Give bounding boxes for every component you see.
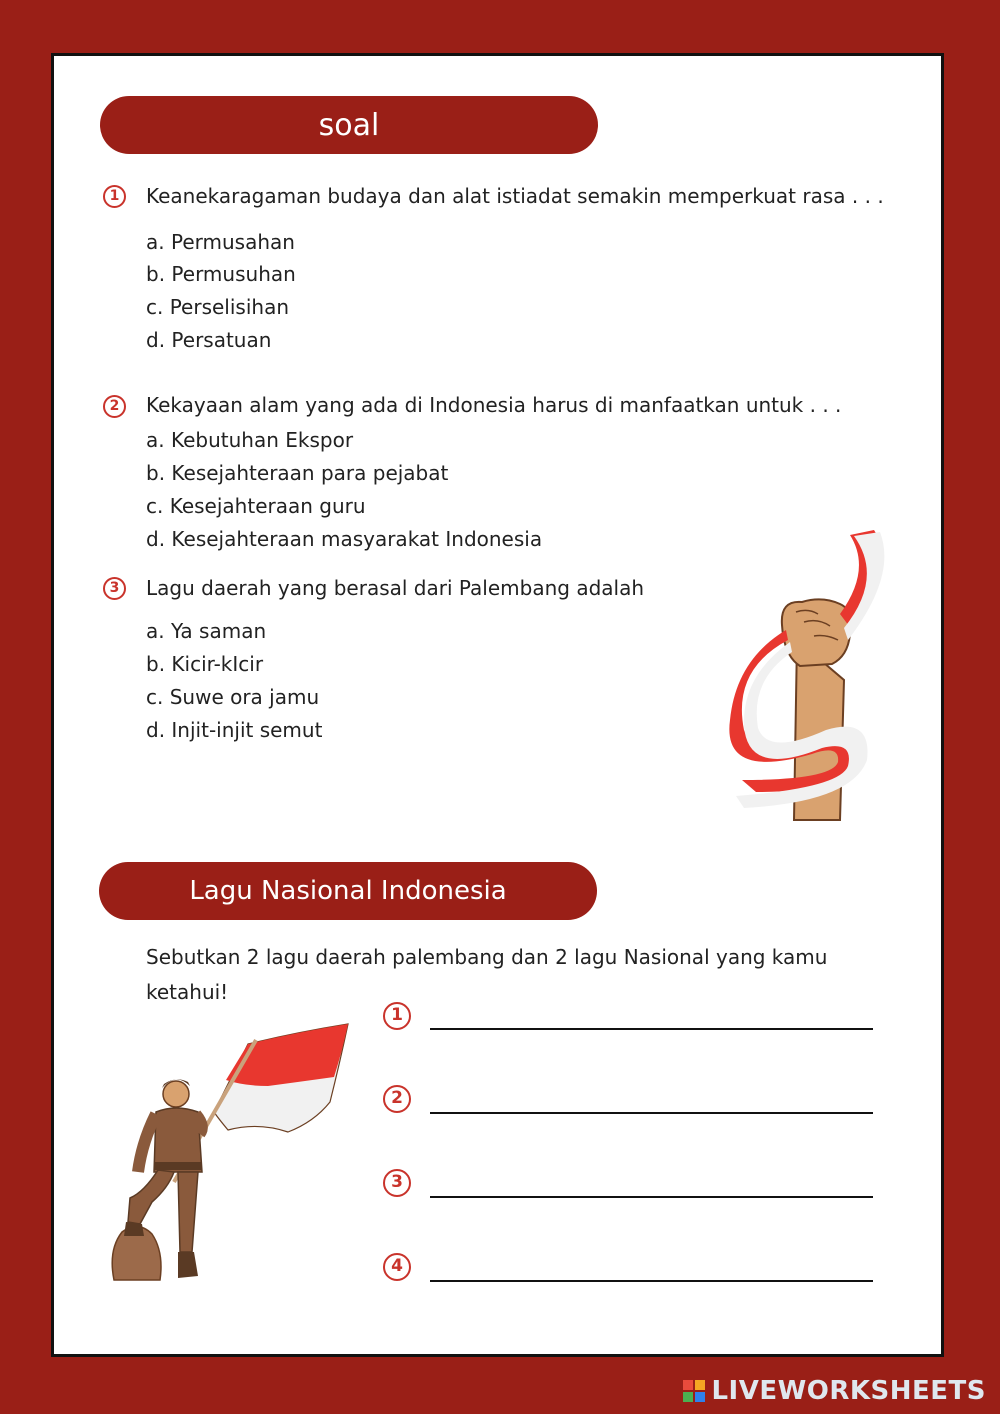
option-a[interactable]: a. Ya saman — [146, 619, 267, 643]
answer-number-badge: 2 — [383, 1085, 411, 1113]
option-c[interactable]: c. Perselisihan — [146, 295, 290, 319]
watermark-text: LIVEWORKSHEETS — [711, 1376, 986, 1406]
answer-number-badge: 4 — [383, 1253, 411, 1281]
answer-number-badge: 3 — [383, 1169, 411, 1197]
option-c[interactable]: c. Suwe ora jamu — [146, 685, 320, 709]
option-c[interactable]: c. Kesejahteraan guru — [146, 494, 366, 518]
answer-number-badge: 1 — [383, 1002, 411, 1030]
section-title: soal — [318, 107, 380, 143]
question-text: Kekayaan alam yang ada di Indonesia harus di manfaatkan untuk . . . — [146, 393, 842, 417]
question-number-badge: 3 — [103, 577, 126, 600]
option-d[interactable]: d. Persatuan — [146, 328, 272, 352]
section-title: Lagu Nasional Indonesia — [189, 876, 507, 906]
liveworksheets-watermark — [683, 1376, 986, 1406]
option-b[interactable]: b. Permusuhan — [146, 262, 296, 286]
section-header-soal — [100, 96, 598, 154]
answer-line-3[interactable] — [430, 1196, 873, 1198]
fist-flag-ribbon-illustration — [722, 530, 902, 825]
answer-line-1[interactable] — [430, 1028, 873, 1030]
option-d[interactable]: d. Injit-injit semut — [146, 718, 323, 742]
question-text: Keanekaragaman budaya dan alat istiadat semakin memperkuat rasa . . . — [146, 184, 884, 208]
question-number-badge: 2 — [103, 395, 126, 418]
question-text: Lagu daerah yang berasal dari Palembang adalah — [146, 576, 645, 600]
option-a[interactable]: a. Permusahan — [146, 230, 295, 254]
option-d[interactable]: d. Kesejahteraan masyarakat Indonesia — [146, 527, 543, 551]
answer-line-4[interactable] — [430, 1280, 873, 1282]
soldier-flag-illustration — [108, 1022, 353, 1284]
question-number-badge: 1 — [103, 185, 126, 208]
section-header-lagu-nasional — [99, 862, 597, 920]
liveworksheets-logo-icon — [683, 1380, 705, 1402]
answer-line-2[interactable] — [430, 1112, 873, 1114]
instruction-text-line1: Sebutkan 2 lagu daerah palembang dan 2 lagu Nasional yang kamu — [146, 945, 828, 969]
instruction-text-line2: ketahui! — [146, 980, 229, 1004]
option-b[interactable]: b. Kesejahteraan para pejabat — [146, 461, 449, 485]
option-b[interactable]: b. Kicir-kIcir — [146, 652, 264, 676]
option-a[interactable]: a. Kebutuhan Ekspor — [146, 428, 354, 452]
